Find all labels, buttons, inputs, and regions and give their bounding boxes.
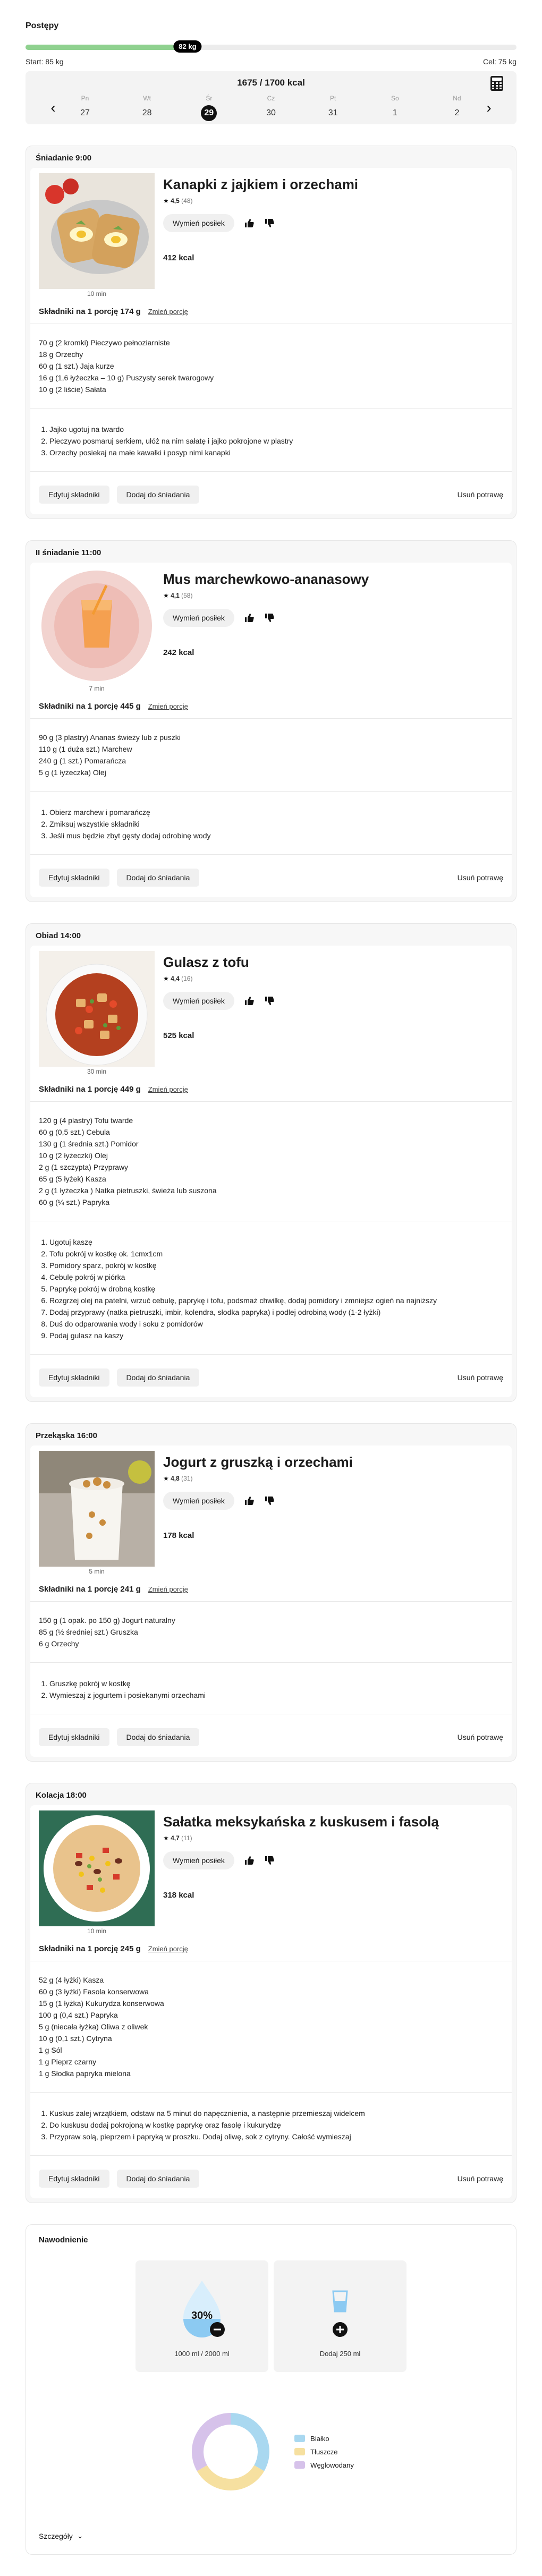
ingredient-item: 2 g (1 łyżeczka ) Natka pietruszki, świeża lub suszona bbox=[39, 1186, 217, 1195]
thumbs-up-icon[interactable] bbox=[244, 1855, 255, 1866]
day-name: So bbox=[391, 95, 399, 102]
edit-ingredients-button[interactable]: Edytuj składniki bbox=[39, 2170, 109, 2188]
meal-photo[interactable] bbox=[39, 568, 155, 692]
ingredient-list bbox=[39, 732, 503, 778]
ingredient-item: 1 g Słodka papryka mielona bbox=[39, 2069, 131, 2078]
recipe-steps bbox=[39, 2107, 503, 2143]
meal-time-label: II śniadanie 11:00 bbox=[36, 548, 101, 557]
ingredient-item: 100 g (0,4 szt.) Papryka bbox=[39, 2011, 118, 2019]
recipe-step: 1. Jajko ugotuj na twardo bbox=[49, 423, 503, 435]
day-29[interactable] bbox=[198, 95, 219, 121]
recipe-step: 1. Kuskus zalej wrzątkiem, odstaw na 5 minut do napęcznienia, a następnie przemieszaj widelcem bbox=[49, 2107, 503, 2119]
divider bbox=[30, 1354, 512, 1355]
ingredient-item: 110 g (1 duża szt.) Marchew bbox=[39, 745, 132, 753]
ingredient-item: 240 g (1 szt.) Pomarańcza bbox=[39, 756, 126, 765]
meal-rating: ★ 4,1 (58) bbox=[163, 592, 193, 599]
recipe-step: 2. Zmiksuj wszystkie składniki bbox=[49, 818, 503, 830]
ingredient-item: 120 g (4 plastry) Tofu twarde bbox=[39, 1116, 133, 1125]
chevron-down-icon: ⌄ bbox=[77, 2531, 83, 2540]
ingredient-item: 10 g (0,1 szt.) Cytryna bbox=[39, 2034, 112, 2043]
meal-kcal: 525 kcal bbox=[163, 1031, 194, 1040]
meal-card-4 bbox=[26, 1783, 516, 2203]
recipe-step: 3. Pomidory sparz, pokrój w kostkę bbox=[49, 1260, 503, 1271]
meal-image bbox=[39, 951, 155, 1067]
day-number: 1 bbox=[392, 108, 397, 117]
ingredient-item: 65 g (5 łyżek) Kasza bbox=[39, 1175, 106, 1183]
meal-time-label: Obiad 14:00 bbox=[36, 931, 81, 940]
goal-weight: Cel: 75 kg bbox=[482, 57, 516, 66]
meal-kcal: 318 kcal bbox=[163, 1891, 194, 1900]
swap-meal-button[interactable]: Wymień posiłek bbox=[163, 992, 234, 1010]
thumbs-up-icon[interactable] bbox=[244, 218, 255, 228]
recipe-step: 4. Cebulę pokrój w piórka bbox=[49, 1271, 503, 1283]
meal-photo[interactable] bbox=[39, 1810, 155, 1935]
legend-label: Tłuszcze bbox=[310, 2447, 338, 2456]
weight-progress-bar bbox=[26, 42, 516, 50]
meal-photo[interactable] bbox=[39, 173, 155, 297]
prep-time: 7 min bbox=[89, 685, 105, 692]
water-percent: 30% bbox=[191, 2310, 213, 2322]
prep-time: 5 min bbox=[89, 1568, 105, 1575]
day-list bbox=[64, 95, 478, 121]
meal-card-3 bbox=[26, 1423, 516, 1762]
hydration-section bbox=[26, 2224, 516, 2555]
portion-label: Składniki na 1 porcję 174 g bbox=[39, 307, 141, 316]
ingredient-item: 10 g (2 liście) Sałata bbox=[39, 385, 106, 394]
donut-segment-0 bbox=[231, 2419, 264, 2468]
remove-dish-button[interactable]: Usuń potrawę bbox=[457, 490, 503, 499]
prev-week-chevron-icon[interactable]: ‹ bbox=[50, 99, 56, 116]
recipe-steps bbox=[39, 1236, 503, 1341]
day-30[interactable] bbox=[260, 95, 282, 121]
add-to-breakfast-button[interactable]: Dodaj do śniadania bbox=[117, 869, 200, 887]
change-portion-link[interactable]: Zmień porcję bbox=[148, 1085, 188, 1093]
meal-name[interactable]: Mus marchewkowo-ananasowy bbox=[163, 571, 369, 587]
ingredient-item: 60 g (3 łyżki) Fasola konserwowa bbox=[39, 1987, 149, 1996]
remove-dish-button[interactable]: Usuń potrawę bbox=[457, 2174, 503, 2183]
meal-kcal: 242 kcal bbox=[163, 648, 194, 657]
details-toggle[interactable] bbox=[39, 2531, 503, 2540]
add-water-label: Dodaj 250 ml bbox=[319, 2350, 361, 2358]
ingredient-item: 85 g (½ średniej szt.) Gruszka bbox=[39, 1628, 138, 1636]
ingredient-item: 5 g (niecała łyżka) Oliwa z oliwek bbox=[39, 2022, 148, 2031]
thumbs-up-icon[interactable] bbox=[244, 996, 255, 1006]
ingredient-item: 6 g Orzechy bbox=[39, 1639, 79, 1648]
recipe-step: 8. Duś do odparowania wody i soku z pomidorów bbox=[49, 1318, 503, 1330]
meal-kcal: 178 kcal bbox=[163, 1531, 194, 1540]
meal-image bbox=[39, 1810, 155, 1926]
thumbs-down-icon[interactable] bbox=[264, 1495, 275, 1506]
daily-kcal-summary: 1675 / 1700 kcal bbox=[237, 78, 305, 88]
swap-meal-button[interactable]: Wymień posiłek bbox=[163, 609, 234, 627]
meal-image bbox=[39, 173, 155, 289]
ingredient-item: 52 g (4 łyżki) Kasza bbox=[39, 1976, 104, 1984]
ingredient-list bbox=[39, 1974, 503, 2079]
add-to-breakfast-button[interactable]: Dodaj do śniadania bbox=[117, 1368, 200, 1387]
swap-meal-button[interactable]: Wymień posiłek bbox=[163, 1492, 234, 1510]
ingredient-item: 60 g (¼ szt.) Papryka bbox=[39, 1198, 110, 1206]
recipe-steps bbox=[39, 1678, 503, 1701]
ingredient-item: 1 g Sól bbox=[39, 2046, 62, 2054]
divider bbox=[30, 1601, 512, 1602]
day-name: Pn bbox=[81, 95, 89, 102]
edit-ingredients-button[interactable]: Edytuj składniki bbox=[39, 486, 109, 504]
recipe-step: 1. Gruszkę pokrój w kostkę bbox=[49, 1678, 503, 1689]
ingredient-item: 150 g (1 opak. po 150 g) Jogurt naturalny bbox=[39, 1616, 175, 1625]
divider bbox=[30, 1662, 512, 1663]
ingredient-item: 2 g (1 szczypta) Przyprawy bbox=[39, 1163, 129, 1171]
recipe-step: 2. Tofu pokrój w kostkę ok. 1cmx1cm bbox=[49, 1248, 503, 1260]
legend-label: Białko bbox=[310, 2434, 329, 2443]
day-31[interactable] bbox=[323, 95, 344, 121]
edit-ingredients-button[interactable]: Edytuj składniki bbox=[39, 1728, 109, 1746]
recipe-step: 1. Obierz marchew i pomarańczę bbox=[49, 806, 503, 818]
prep-time: 30 min bbox=[87, 1068, 107, 1075]
remove-dish-button[interactable]: Usuń potrawę bbox=[457, 1733, 503, 1741]
change-portion-link[interactable]: Zmień porcję bbox=[148, 1945, 188, 1953]
day-number: 2 bbox=[454, 108, 460, 117]
day-name: Śr bbox=[206, 95, 213, 102]
recipe-step: 2. Wymieszaj z jogurtem i posiekanymi orzechami bbox=[49, 1689, 503, 1701]
ingredient-item: 130 g (1 średnia szt.) Pomidor bbox=[39, 1140, 139, 1148]
week-selector bbox=[26, 71, 516, 124]
day-name: Nd bbox=[453, 95, 461, 102]
ingredient-item: 10 g (2 łyżeczki) Olej bbox=[39, 1151, 108, 1160]
water-status-card bbox=[136, 2260, 268, 2372]
macros-donut-chart bbox=[188, 2409, 273, 2494]
divider bbox=[30, 1101, 512, 1102]
meal-image bbox=[39, 1451, 155, 1567]
ingredient-list bbox=[39, 1115, 503, 1208]
day-name: Cz bbox=[267, 95, 275, 102]
legend-item bbox=[294, 2448, 354, 2456]
donut-segment-1 bbox=[202, 2468, 259, 2485]
ingredient-list bbox=[39, 1614, 503, 1650]
meal-card-0 bbox=[26, 146, 516, 519]
add-to-breakfast-button[interactable]: Dodaj do śniadania bbox=[117, 2170, 200, 2188]
thumbs-down-icon[interactable] bbox=[264, 996, 275, 1006]
recipe-step: 2. Pieczywo posmaruj serkiem, ułóż na nim sałatę i jajko pokrojone w plastry bbox=[49, 435, 503, 447]
meal-name[interactable]: Gulasz z tofu bbox=[163, 954, 249, 970]
swap-meal-button[interactable]: Wymień posiłek bbox=[163, 214, 234, 232]
water-drop-icon bbox=[173, 2276, 231, 2340]
divider bbox=[30, 2092, 512, 2093]
recipe-steps bbox=[39, 423, 503, 458]
change-portion-link[interactable]: Zmień porcję bbox=[148, 308, 188, 316]
next-week-chevron-icon[interactable]: › bbox=[486, 99, 492, 116]
calculator-icon[interactable] bbox=[490, 75, 504, 91]
divider bbox=[30, 791, 512, 792]
glass-icon bbox=[311, 2276, 369, 2340]
swap-meal-button[interactable]: Wymień posiłek bbox=[163, 1851, 234, 1869]
progress-title: Postępy bbox=[26, 21, 59, 30]
legend-item bbox=[294, 2435, 354, 2443]
recipe-step: 6. Rozgrzej olej na patelni, wrzuć cebulę, paprykę i tofu, podsmaż chwilkę, dodaj pomidory i zmniejsz ogień na najniższy bbox=[49, 1295, 503, 1306]
meal-photo[interactable] bbox=[39, 951, 155, 1075]
meal-card-2 bbox=[26, 923, 516, 1402]
day-number: 30 bbox=[266, 108, 276, 117]
meal-list bbox=[26, 146, 516, 2203]
prep-time: 10 min bbox=[87, 1927, 107, 1935]
day-28[interactable] bbox=[137, 95, 158, 121]
change-portion-link[interactable]: Zmień porcję bbox=[148, 1585, 188, 1593]
legend-swatch bbox=[294, 2448, 305, 2455]
portion-label: Składniki na 1 porcję 245 g bbox=[39, 1944, 141, 1953]
star-icon: ★ bbox=[163, 1834, 169, 1842]
day-name: Wt bbox=[143, 95, 151, 102]
progress-section bbox=[26, 0, 516, 66]
day-1[interactable] bbox=[384, 95, 405, 121]
water-amount: 1000 ml / 2000 ml bbox=[174, 2350, 230, 2358]
remove-dish-button[interactable]: Usuń potrawę bbox=[457, 873, 503, 882]
start-weight: Start: 85 kg bbox=[26, 57, 64, 66]
current-weight-badge: 82 kg bbox=[173, 40, 201, 53]
meal-name[interactable]: Kanapki z jajkiem i orzechami bbox=[163, 176, 359, 192]
legend-swatch bbox=[294, 2435, 305, 2442]
day-number: 29 bbox=[201, 105, 217, 121]
edit-ingredients-button[interactable]: Edytuj składniki bbox=[39, 1368, 109, 1387]
divider bbox=[30, 408, 512, 409]
recipe-step: 2. Do kuskusu dodaj pokrojoną w kostkę paprykę oraz fasolę i kukurydzę bbox=[49, 2119, 503, 2131]
hydration-title: Nawodnienie bbox=[39, 2235, 88, 2245]
donut-segment-2 bbox=[198, 2419, 231, 2468]
ingredient-item: 16 g (1,6 łyżeczka – 10 g) Puszysty serek twarogowy bbox=[39, 373, 214, 382]
day-number: 28 bbox=[142, 108, 152, 117]
recipe-step: 3. Przypraw solą, pieprzem i papryką w proszku. Dodaj oliwę, sok z cytryny. Całość wymieszaj bbox=[49, 2131, 503, 2143]
ingredient-item: 15 g (1 łyżka) Kukurydza konserwowa bbox=[39, 1999, 164, 2008]
day-number: 27 bbox=[80, 108, 90, 117]
day-2[interactable] bbox=[446, 95, 468, 121]
recipe-step: 3. Jeśli mus będzie zbyt gęsty dodaj odrobinę wody bbox=[49, 830, 503, 841]
meal-name[interactable]: Sałatka meksykańska z kuskusem i fasolą bbox=[163, 1814, 439, 1830]
meal-rating: ★ 4,5 (48) bbox=[163, 197, 193, 205]
thumbs-up-icon[interactable] bbox=[244, 1495, 255, 1506]
remove-dish-button[interactable]: Usuń potrawę bbox=[457, 1373, 503, 1382]
divider bbox=[30, 2155, 512, 2156]
meal-card-1 bbox=[26, 540, 516, 902]
meal-photo[interactable] bbox=[39, 1451, 155, 1575]
change-portion-link[interactable]: Zmień porcję bbox=[148, 702, 188, 710]
recipe-step: 1. Ugotuj kaszę bbox=[49, 1236, 503, 1248]
meal-name[interactable]: Jogurt z gruszką i orzechami bbox=[163, 1454, 353, 1470]
divider bbox=[30, 471, 512, 472]
meal-time-label: Kolacja 18:00 bbox=[36, 1791, 87, 1800]
add-to-breakfast-button[interactable]: Dodaj do śniadania bbox=[117, 486, 200, 504]
recipe-step: 3. Orzechy posiekaj na małe kawałki i posyp nimi kanapki bbox=[49, 447, 503, 458]
meal-image bbox=[39, 568, 155, 684]
star-icon: ★ bbox=[163, 592, 169, 599]
meal-rating: ★ 4,4 (16) bbox=[163, 975, 193, 982]
macros-legend bbox=[294, 2429, 354, 2475]
legend-label: Węglowodany bbox=[310, 2461, 354, 2469]
legend-item bbox=[294, 2461, 354, 2469]
thumbs-down-icon[interactable] bbox=[264, 218, 275, 228]
recipe-step: 5. Paprykę pokrój w drobną kostkę bbox=[49, 1283, 503, 1295]
day-name: Pt bbox=[329, 95, 336, 102]
recipe-steps bbox=[39, 806, 503, 841]
edit-ingredients-button[interactable]: Edytuj składniki bbox=[39, 869, 109, 887]
meal-kcal: 412 kcal bbox=[163, 253, 194, 262]
legend-swatch bbox=[294, 2461, 305, 2469]
meal-rating: ★ 4,8 (31) bbox=[163, 1475, 193, 1482]
ingredient-item: 1 g Pieprz czarny bbox=[39, 2058, 97, 2066]
ingredient-item: 5 g (1 łyżeczka) Olej bbox=[39, 768, 106, 777]
add-to-breakfast-button[interactable]: Dodaj do śniadania bbox=[117, 1728, 200, 1746]
thumbs-down-icon[interactable] bbox=[264, 613, 275, 623]
ingredient-item: 60 g (0,5 szt.) Cebula bbox=[39, 1128, 110, 1136]
recipe-step: 9. Podaj gulasz na kaszy bbox=[49, 1330, 503, 1341]
ingredient-item: 60 g (1 szt.) Jaja kurze bbox=[39, 362, 114, 370]
thumbs-up-icon[interactable] bbox=[244, 613, 255, 623]
ingredient-list bbox=[39, 337, 503, 395]
divider bbox=[30, 854, 512, 855]
ingredient-item: 90 g (3 plastry) Ananas świeży lub z puszki bbox=[39, 733, 181, 742]
details-label: Szczegóły bbox=[39, 2531, 73, 2540]
divider bbox=[30, 718, 512, 719]
portion-label: Składniki na 1 porcję 445 g bbox=[39, 702, 141, 711]
meal-time-label: Śniadanie 9:00 bbox=[36, 154, 92, 163]
prep-time: 10 min bbox=[87, 290, 107, 297]
add-water-card[interactable] bbox=[274, 2260, 406, 2372]
star-icon: ★ bbox=[163, 1475, 169, 1482]
meal-rating: ★ 4,7 (11) bbox=[163, 1834, 192, 1842]
day-27[interactable] bbox=[74, 95, 96, 121]
star-icon: ★ bbox=[163, 197, 169, 205]
thumbs-down-icon[interactable] bbox=[264, 1855, 275, 1866]
recipe-step: 7. Dodaj przyprawy (natka pietruszki, imbir, kolendra, słodka papryka) i podlej odrobiną wody (1-2 łyżki) bbox=[49, 1306, 503, 1318]
meal-time-label: Przekąska 16:00 bbox=[36, 1431, 97, 1440]
star-icon: ★ bbox=[163, 975, 169, 982]
portion-label: Składniki na 1 porcję 241 g bbox=[39, 1585, 141, 1594]
ingredient-item: 18 g Orzechy bbox=[39, 350, 83, 359]
weight-progress-fill bbox=[26, 45, 188, 50]
day-number: 31 bbox=[328, 108, 338, 117]
portion-label: Składniki na 1 porcję 449 g bbox=[39, 1085, 141, 1094]
ingredient-item: 70 g (2 kromki) Pieczywo pełnoziarniste bbox=[39, 338, 170, 347]
